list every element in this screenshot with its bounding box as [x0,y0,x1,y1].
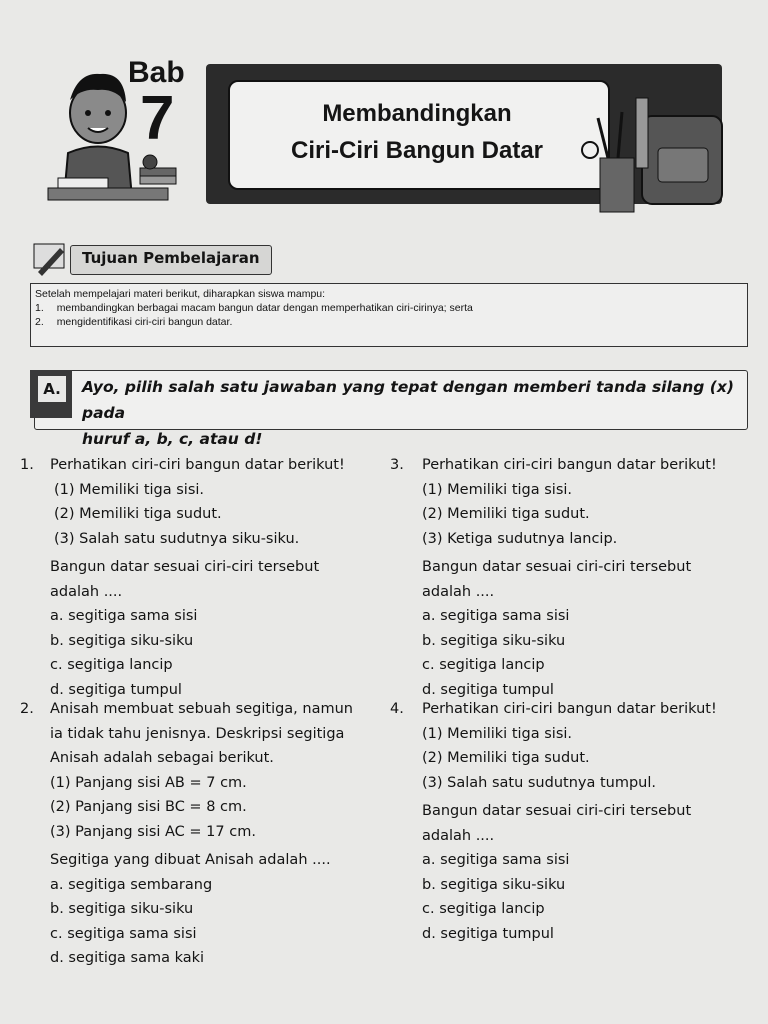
objective-number: 2. [35,316,44,328]
question-lead: adalah .... [50,583,123,600]
learning-objectives-box [30,283,748,347]
criterion: (2) Memiliki tiga sudut. [422,506,590,522]
question-4 [390,697,750,946]
answer-option-c[interactable]: c. segitiga lancip [50,657,173,673]
criterion: (3) Panjang sisi AC = 17 cm. [50,823,256,840]
school-supplies-illustration [572,88,744,218]
question-stem: Anisah membuat sebuah segitiga, namun [50,701,353,717]
question-3 [390,453,750,702]
criterion: (2) Panjang sisi BC = 8 cm. [50,799,247,815]
chapter-title-line1: Membandingkan [322,100,512,127]
answer-option-c[interactable]: c. segitiga sama sisi [50,925,197,942]
answer-option-d[interactable]: d. segitiga tumpul [422,925,554,942]
learning-objectives-label: Tujuan Pembelajaran [82,249,260,267]
answer-option-c[interactable]: c. segitiga lancip [422,901,545,917]
question-lead: Bangun datar sesuai ciri-ciri tersebut [422,803,692,819]
criterion: (1) Memiliki tiga sisi. [422,481,573,498]
title-panel [228,80,610,190]
instruction-line1: Ayo, pilih salah satu jawaban yang tepat dengan memberi tanda silang (x) pada [82,378,734,422]
answer-option-b[interactable]: b. segitiga siku-siku [422,876,566,893]
question-stem: Perhatikan ciri-ciri bangun datar berikut! [422,701,717,717]
question-number: 3. [390,457,404,473]
instruction-line2: huruf a, b, c, atau d! [82,430,263,448]
pencil-icon [30,238,70,278]
chapter-label: Bab [128,56,185,89]
question-number: 2. [20,701,34,717]
question-1 [20,453,380,702]
question-number: 1. [20,457,34,473]
question-stem: Perhatikan ciri-ciri bangun datar berikut! [422,457,717,473]
question-lead: Bangun datar sesuai ciri-ciri tersebut [50,559,320,575]
answer-option-a[interactable]: a. segitiga sama sisi [50,608,198,624]
question-lead: adalah .... [422,583,495,600]
answer-option-d[interactable]: d. segitiga tumpul [422,681,554,698]
question-stem: Anisah adalah sebagai berikut. [50,750,274,766]
answer-option-b[interactable]: b. segitiga siku-siku [50,901,194,917]
question-number: 4. [390,701,404,717]
question-2 [20,697,380,971]
objective-item [35,316,232,328]
answer-option-b[interactable]: b. segitiga siku-siku [422,632,566,649]
criterion: (1) Panjang sisi AB = 7 cm. [50,774,247,791]
objective-number: 1. [35,302,44,314]
answer-option-a[interactable]: a. segitiga sembarang [50,876,213,893]
objective-text: membandingkan berbagai macam bangun datar dengan memperhatikan ciri-cirinya; serta [56,302,473,314]
objective-item [35,302,473,314]
criterion: (3) Salah satu sudutnya tumpul. [422,774,656,791]
question-stem: Perhatikan ciri-ciri bangun datar berikut! [50,457,345,473]
criterion: (1) Memiliki tiga sisi. [54,481,205,498]
criterion: (3) Ketiga sudutnya lancip. [422,530,618,547]
answer-option-d[interactable]: d. segitiga tumpul [50,681,182,698]
answer-option-d[interactable]: d. segitiga sama kaki [50,950,205,966]
question-stem: ia tidak tahu jenisnya. Deskripsi segitiga [50,725,345,742]
question-lead: adalah .... [422,827,495,844]
criterion: (2) Memiliki tiga sudut. [422,750,590,766]
answer-option-a[interactable]: a. segitiga sama sisi [422,608,570,624]
question-lead: Segitiga yang dibuat Anisah adalah .... [50,852,331,868]
question-lead: Bangun datar sesuai ciri-ciri tersebut [422,559,692,575]
section-letter: A. [38,376,66,402]
answer-option-c[interactable]: c. segitiga lancip [422,657,545,673]
criterion: (1) Memiliki tiga sisi. [422,725,573,742]
answer-option-a[interactable]: a. segitiga sama sisi [422,852,570,868]
answer-option-b[interactable]: b. segitiga siku-siku [50,632,194,649]
criterion: (2) Memiliki tiga sudut. [54,506,222,522]
chapter-title-line2: Ciri-Ciri Bangun Datar [290,137,544,164]
criterion: (3) Salah satu sudutnya siku-siku. [54,530,300,547]
objective-text: mengidentifikasi ciri-ciri bangun datar. [56,316,233,328]
chapter-number: 7 [140,84,175,153]
objectives-intro: Setelah mempelajari materi berikut, diharapkan siswa mampu: [35,288,326,300]
instruction-text [82,374,742,452]
